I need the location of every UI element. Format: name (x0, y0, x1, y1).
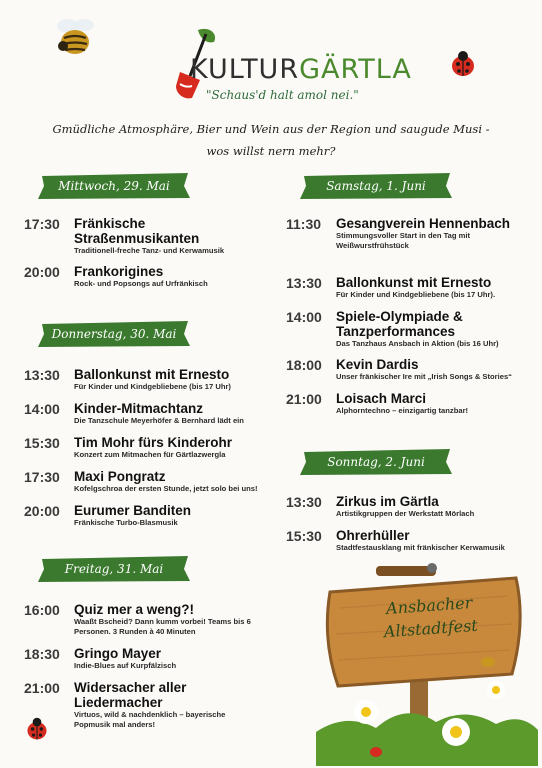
event-item (24, 264, 264, 294)
logo-slogan: "Schaus'd halt amol nei." (206, 88, 359, 102)
event-item (24, 503, 274, 531)
bee-icon (50, 16, 98, 60)
event-title: Frankorigines (74, 264, 164, 279)
event-description: Für Kinder und Kindgebliebene (bis 17 Uhr) (74, 382, 231, 391)
event-title: Eurumer Banditen (74, 503, 192, 518)
event-time: 11:30 (286, 216, 322, 232)
event-time: 20:00 (24, 264, 60, 280)
event-description: Waaßt Bscheid? Dann kumm vorbei! Teams bis 6 Personen. 3 Runden à 40 Minuten (74, 617, 251, 636)
event-title: Tim Mohr fürs Kinderohr (74, 435, 233, 450)
event-description: Das Tanzhaus Ansbach in Aktion (bis 16 Uhr) (336, 339, 499, 348)
event-title: Quiz mer a weng?! (74, 602, 195, 617)
event-title: Zirkus im Gärtla (336, 494, 439, 509)
event-time: 17:30 (24, 216, 60, 232)
event-description: Virtuos, wild & nachdenklich – bayerische Popmusik mal anders! (74, 710, 226, 729)
event-title: Kevin Dardis (336, 357, 419, 372)
event-item (24, 216, 264, 256)
event-title: Spiele-Olympiade & Tanzperformances (336, 309, 463, 339)
event-title: Maxi Pongratz (74, 469, 166, 484)
event-time: 13:30 (286, 494, 322, 510)
event-time: 13:30 (286, 275, 322, 291)
event-title: Widersacher aller Liedermacher (74, 680, 187, 710)
event-description: Traditionell-freche Tanz- und Kerwamusik (74, 246, 225, 255)
event-item (24, 367, 274, 395)
event-title: Gringo Mayer (74, 646, 162, 661)
event-item (286, 216, 526, 266)
logo-wordmark (190, 54, 412, 85)
event-item (24, 602, 274, 642)
event-description: Indie-Blues auf Kurpfälzisch (74, 661, 177, 670)
event-time: 15:30 (286, 528, 322, 544)
day-label: Mittwoch, 29. Mai (58, 179, 170, 193)
day-label: Sonntag, 2. Juni (327, 455, 425, 469)
event-time: 17:30 (24, 469, 60, 485)
day-label: Freitag, 31. Mai (64, 562, 164, 576)
intro-text (30, 118, 512, 162)
event-description: Stadtfestausklang mit fränkischer Kerwamusik (336, 543, 505, 552)
day-banner-friday (38, 556, 190, 582)
event-item (24, 469, 274, 497)
day-banner-saturday (300, 173, 452, 199)
event-description: Die Tanzschule Meyerhöfer & Bernhard lädt ein (74, 416, 244, 425)
event-description: Fränkische Turbo-Blasmusik (74, 518, 178, 527)
event-description: Rock- und Popsongs auf Urfränkisch (74, 279, 208, 288)
event-title: Ballonkunst mit Ernesto (336, 275, 492, 290)
event-item (286, 357, 536, 385)
event-description: Stimmungsvoller Start in den Tag mit Weißwurstfrühstück (336, 231, 471, 250)
ladybug-icon (24, 716, 50, 742)
event-item (24, 435, 274, 463)
event-description: Unser fränkischer Ire mit „Irish Songs & Stories“ (336, 372, 512, 381)
event-time: 14:00 (286, 309, 322, 325)
intro-line-1: Gmüdliche Atmosphäre, Bier und Wein aus der Region und saugude Musi - (52, 122, 490, 136)
event-time: 14:00 (24, 401, 60, 417)
event-title: Kinder-Mitmachtanz (74, 401, 204, 416)
day-label: Samstag, 1. Juni (326, 179, 426, 193)
day-banner-sunday (300, 449, 452, 475)
ladybug-icon (448, 49, 478, 79)
event-title: Fränkische Straßenmusikanten (74, 216, 200, 246)
event-title: Loisach Marci (336, 391, 427, 406)
event-title: Ballonkunst mit Ernesto (74, 367, 230, 382)
event-description: Artistikgruppen der Werkstatt Mörlach (336, 509, 475, 518)
event-item (286, 494, 536, 522)
day-banner-wednesday (38, 173, 190, 199)
event-item (286, 391, 536, 419)
logo-prefix: KULTUR (190, 54, 300, 85)
event-time: 16:00 (24, 602, 60, 618)
event-description: Alphorntechno – einzigartig tanzbar! (336, 406, 469, 415)
event-title: Gesangverein Hennenbach (336, 216, 511, 231)
event-title: Ohrerhüller (336, 528, 410, 543)
event-item (24, 646, 274, 674)
event-time: 20:00 (24, 503, 60, 519)
event-item (286, 309, 536, 351)
event-time: 18:00 (286, 357, 322, 373)
event-time: 15:30 (24, 435, 60, 451)
event-time: 18:30 (24, 646, 60, 662)
logo-suffix: GÄRTLA (299, 54, 412, 85)
intro-line-2: wos willst nern mehr? (206, 144, 336, 158)
day-banner-thursday (38, 321, 190, 347)
event-description: Kofelgschroa der ersten Stunde, jetzt solo bei uns! (74, 484, 258, 493)
event-item (286, 528, 536, 556)
event-description: Konzert zum Mitmachen für Gärtlazwergla (74, 450, 226, 459)
event-time: 21:00 (24, 680, 60, 696)
sign-line-2: Altstadtfest (383, 615, 479, 642)
sign-line-1: Ansbacher (385, 593, 473, 619)
event-time: 13:30 (24, 367, 60, 383)
event-item (24, 401, 274, 429)
event-description: Für Kinder und Kindgebliebene (bis 17 Uhr). (336, 290, 496, 299)
event-item (24, 680, 274, 736)
event-time: 21:00 (286, 391, 322, 407)
event-item (286, 275, 536, 303)
kulturgaertla-logo (170, 26, 412, 106)
day-label: Donnerstag, 30. Mai (51, 327, 177, 341)
